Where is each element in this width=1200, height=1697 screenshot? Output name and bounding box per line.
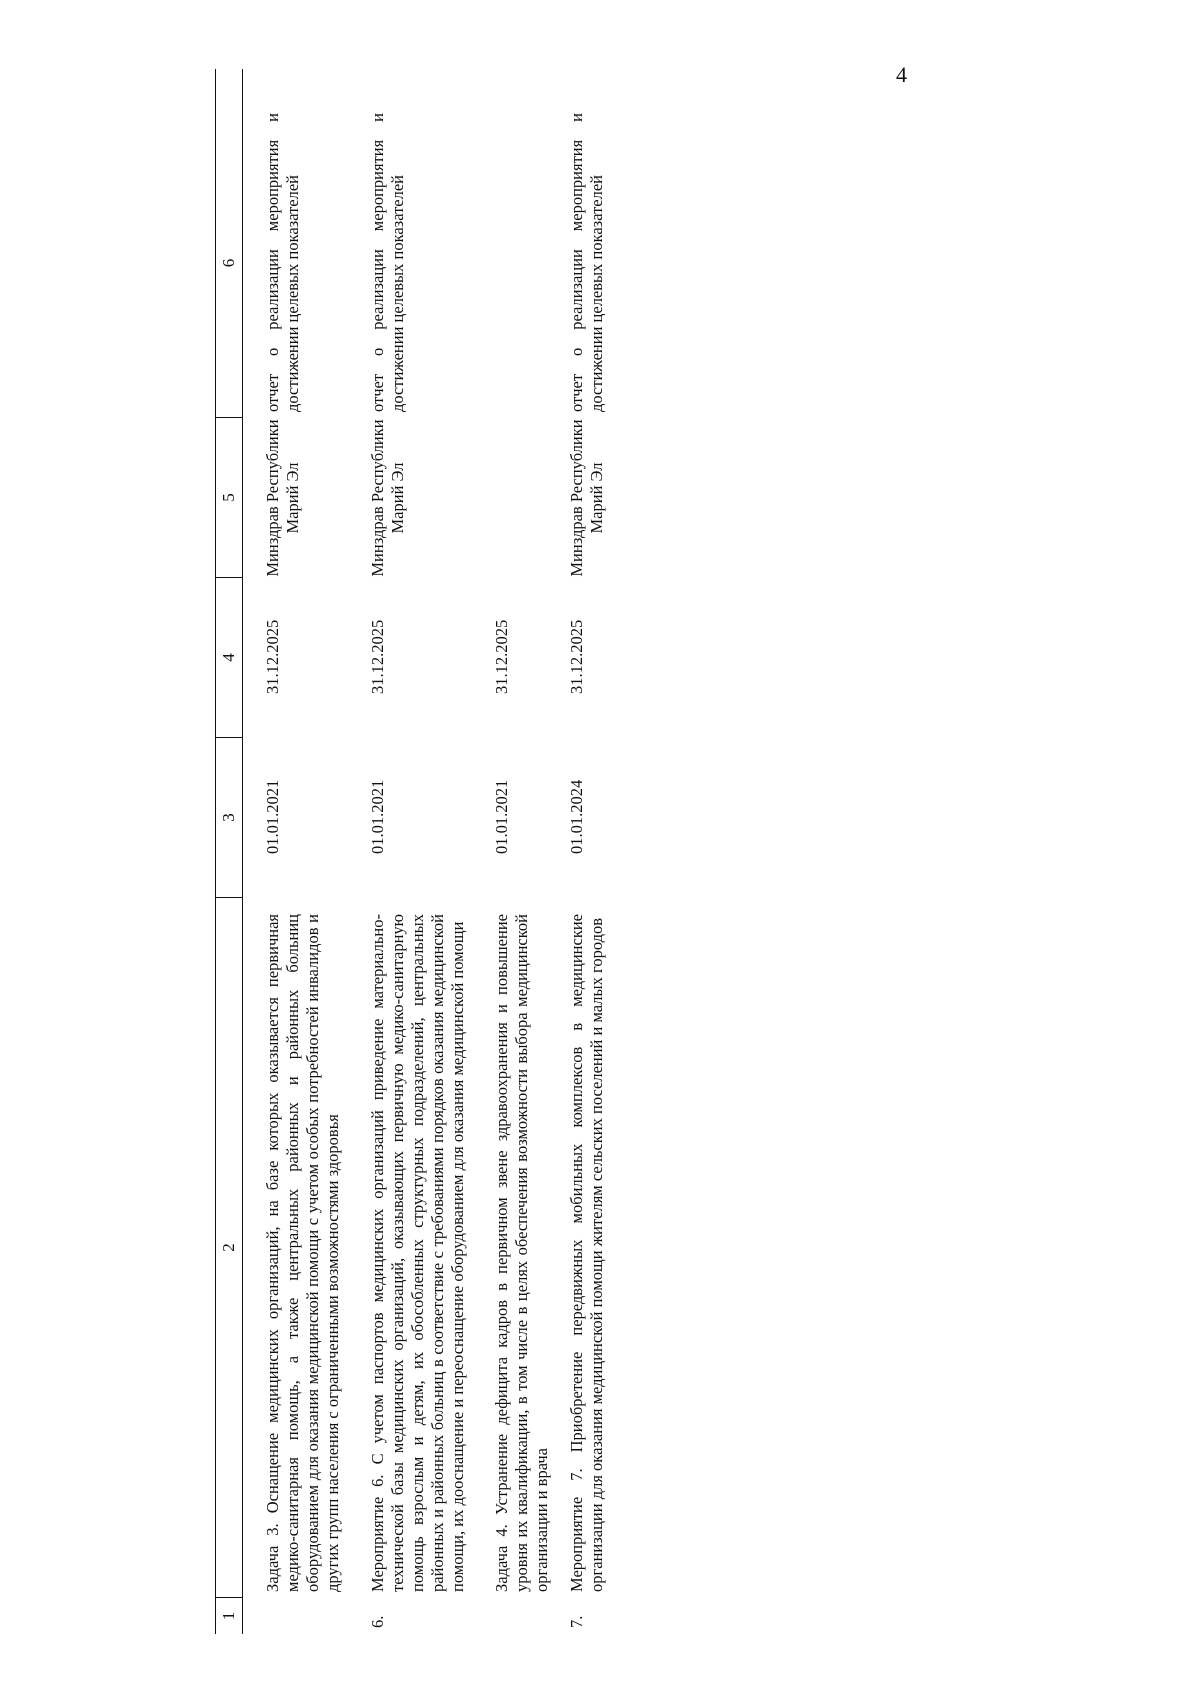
row-description: Задача 3. Оснащение медицинских организаций, на базе которых оказывается первичная медико-санитарная помощь, а также центральных районных и районных больниц оборудованием для оказания медицинской помощи с учетом особых потребностей инвалидов и других групп населения с ограниченными возможностями здоровья <box>263 914 343 1592</box>
header-col-6: 6 <box>216 109 242 418</box>
header-col-2: 2 <box>216 898 242 1598</box>
row-end-date: 31.12.2025 <box>367 619 387 694</box>
row-end-date: 31.12.2025 <box>566 619 586 694</box>
row-result: отчет о реализации мероприятия и достижении целевых показателей <box>367 113 407 412</box>
row-number <box>492 1598 552 1634</box>
header-col-3: 3 <box>216 738 242 898</box>
header-col-1: 1 <box>219 1611 238 1621</box>
table-row <box>368 69 469 1634</box>
row-description: Мероприятие 6. С учетом паспортов медицинских организаций приведение материально-технической базы медицинских организаций, оказывающих первичную медико-санитарную помощь взрослым и детям, их обособленных структурных подразделений, центральных районных и районных больниц в соответствие с требованиями порядков оказания медицинской помощи, их дооснащение и переоснащение оборудованием для оказания медицинской помощи <box>367 914 467 1592</box>
table-row <box>492 69 552 1634</box>
row-responsible: Минздрав Республики Марий Эл <box>263 419 303 577</box>
row-result: отчет о реализации мероприятия и достижении целевых показателей <box>566 113 606 412</box>
row-start-date: 01.01.2024 <box>566 779 586 854</box>
row-number: 7. <box>566 1615 586 1628</box>
page-number: 4 <box>896 62 907 87</box>
rotated-table <box>215 69 935 1634</box>
row-end-date: 31.12.2025 <box>263 619 282 694</box>
row-start-date: 01.01.2021 <box>263 779 282 854</box>
table-row <box>567 69 607 1634</box>
row-result <box>492 109 552 418</box>
row-number: 6. <box>367 1615 387 1628</box>
row-responsible: Минздрав Республики Марий Эл <box>367 419 407 577</box>
row-description: Мероприятие 7. Приобретение передвижных мобильных комплексов в медицинские организации для оказания медицинской помощи жителям сельских поселений и малых городов <box>566 914 606 1592</box>
header-col-5: 5 <box>216 418 242 578</box>
table-header <box>215 69 243 1634</box>
table-row <box>263 69 344 1634</box>
row-result: отчет о реализации мероприятия и достижении целевых показателей <box>263 113 303 412</box>
row-number <box>263 1598 344 1634</box>
row-responsible <box>492 418 552 578</box>
row-start-date: 01.01.2021 <box>492 779 512 854</box>
row-start-date: 01.01.2021 <box>367 779 387 854</box>
row-responsible: Минздрав Республики Марий Эл <box>566 419 606 577</box>
row-end-date: 31.12.2025 <box>492 619 512 694</box>
row-description: Задача 4. Устранение дефицита кадров в первичном звене здравоохранения и повышение уровня их квалификации, в том числе в целях обеспечения возможности выбора медицинской организации и врача <box>492 914 552 1592</box>
header-col-4: 4 <box>216 578 242 738</box>
